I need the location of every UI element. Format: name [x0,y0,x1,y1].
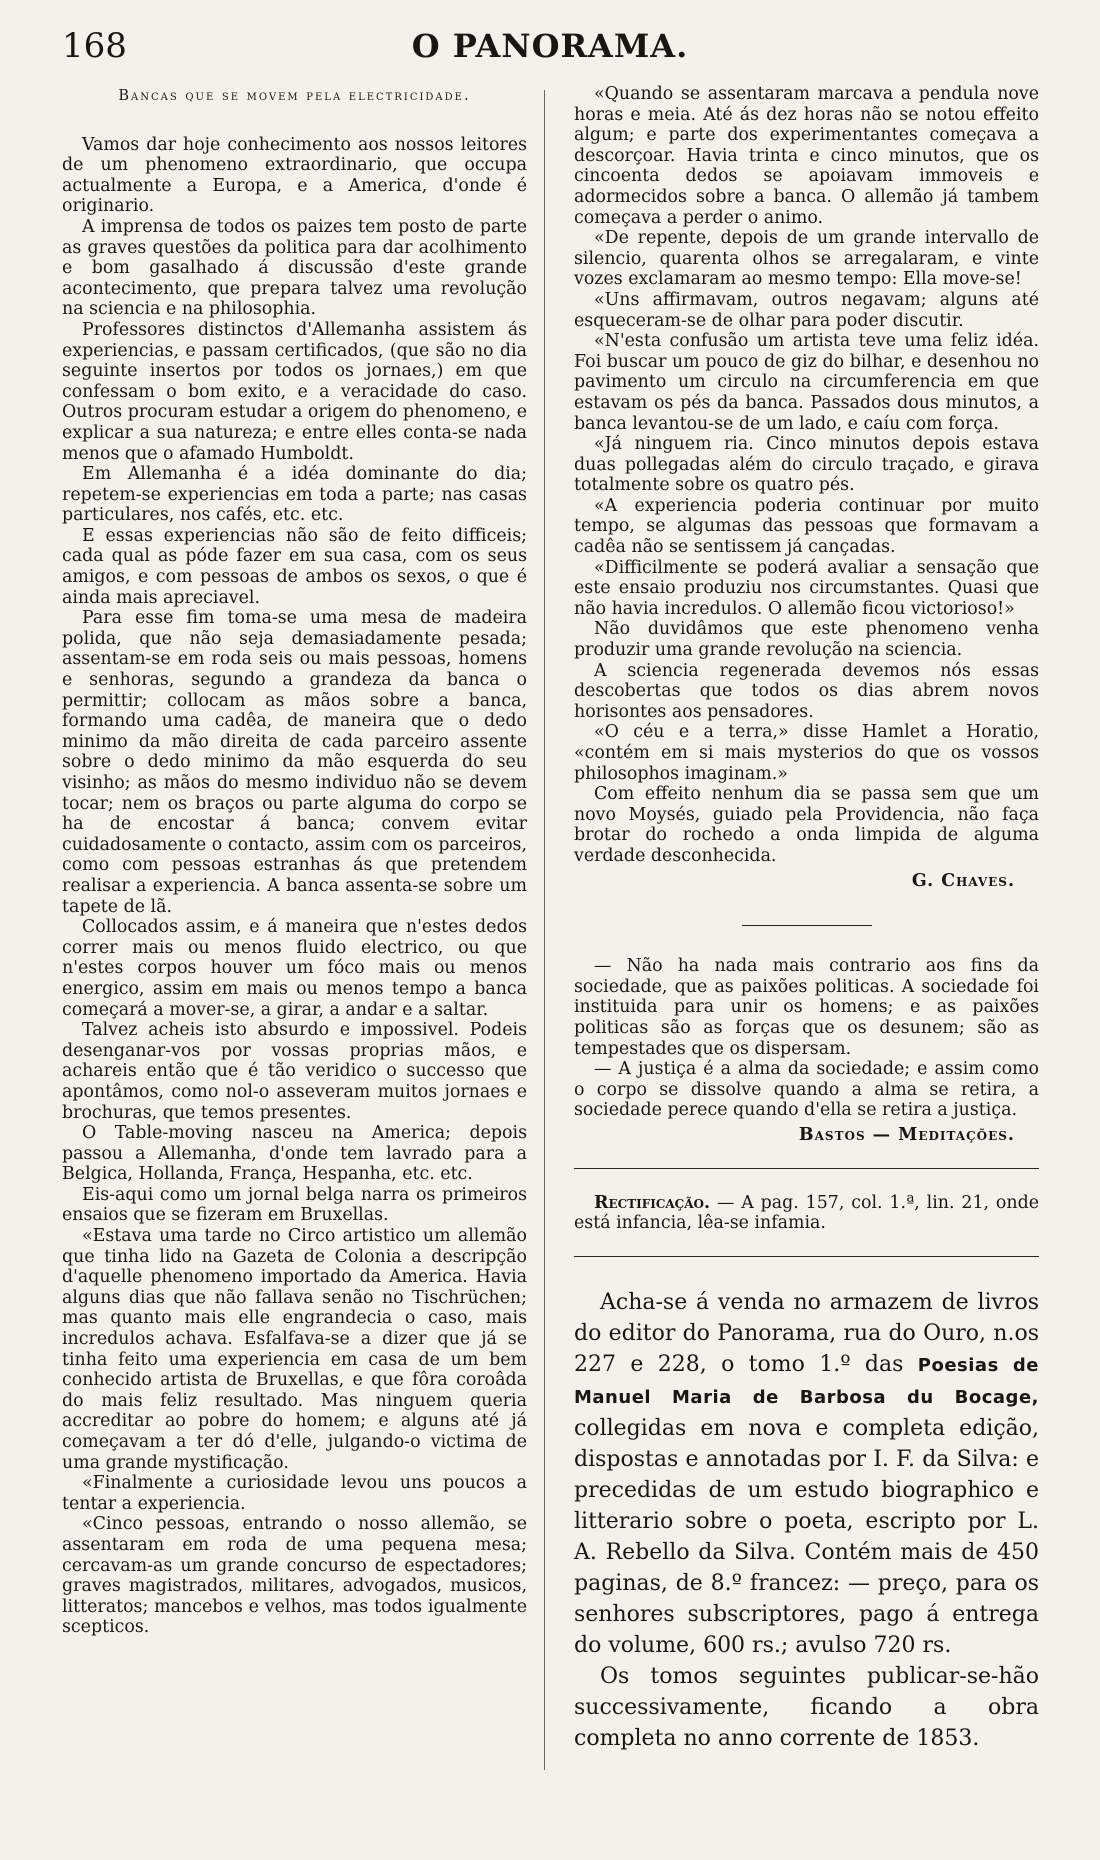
article-paragraph: Não duvidâmos que este phenomeno venha produzir uma grande revolução na sciencia. [574,619,1039,661]
advertisement-paragraph: Os tomos seguintes publicar-se-hão successivamente, ficando a obra completa no anno corrente de 1853. [574,1663,1039,1751]
advertisement-paragraph [574,1287,1039,1661]
article-paragraph: Professores distinctos d'Allemanha assistem ás experiencias, e passam certificados, (que são no dia seguinte insertos por todos os jornaes,) em que confessam o bom exito, e a veracidade do caso. Outros procuram estudar a origem do phenomeno, e explicar a sua natureza; e entre elles conta-se nada menos que o afamado Humboldt. [62,319,527,464]
article-paragraph: Para esse fim toma-se uma mesa de madeira polida, que não seja demasiadamente pesada; assentam-se em roda seis ou mais pessoas, homens e senhoras, segundo a grandeza da banca o permittir; collocam as mãos sobre a banca, formando uma cadêa, de maneira que o dedo minimo da mão direita de cada parceiro assente sobre o dedo minimo da mão esquerda do seu visinho; as mãos do mesmo individuo não se devem tocar; nem os braços ou parte alguma do corpo se ha de encostar á banca; convem evitar cuidadosamente o contacto, assim com os parceiros, como com pessoas estranhas ás que pretendem realisar a experiencia. A banca assenta-se sobre um tapete de lã. [62,608,527,917]
column-divider [544,90,545,1770]
book-advertisement [574,1287,1039,1754]
article-title: Bancas que se movem pela electricidade. [118,88,471,104]
section-rule [574,1256,1039,1257]
article-paragraph: A imprensa de todos os paizes tem posto de parte as graves questões da politica para dar acolhimento e bom gasalhado á discussão d'este grande acontecimento, que prepara talvez uma revolução na sciencia e na philosophia. [62,216,527,320]
article-paragraph: Collocados assim, e á maneira que n'estes dedos correr mais ou menos fluido electrico, ou que n'estes corpos houver um fóco mais ou menos energico, assim em mais ou menos tempo a banca começará a mover-se, a girar, a andar e a saltar. [62,917,527,1020]
article-paragraph: Em Allemanha é a idéa dominante do dia; repetem-se experiencias em toda a parte; nas casas particulares, nos cafés, etc. etc. [62,464,527,526]
erratum-label: Rectificação. [594,1192,711,1213]
article-paragraph: «Já ninguem ria. Cinco minutos depois estava duas pollegadas além do circulo traçado, e girava totalmente sobre os quatro pés. [574,434,1039,496]
article-paragraph: «Cinco pessoas, entrando o nosso allemão, se assentaram em roda de uma pequena mesa; cercavam-as um grande concurso de espectadores; graves magistrados, militares, advogados, musicos, litteratos; mancebos e velhos, mas todos igualmente scepticos. [62,1514,527,1638]
article-signature: G. Chaves. [911,870,1015,891]
article-paragraph: E essas experiencias não são de feito difficeis; cada qual as póde fazer em sua casa, com os seus amigos, e com pessoas de ambos os sexos, o que é ainda mais apreciavel. [62,525,527,608]
page-header [62,22,1038,70]
article-paragraph: «A experiencia poderia continuar por muito tempo, se algumas das pessoas que formavam a cadêa não se sentissem já cançadas. [574,495,1039,558]
article-paragraph: Vamos dar hoje conhecimento aos nossos leitores de um phenomeno extraordinario, que occupa actualmente a Europa, e a America, d'onde é originario. [62,134,527,217]
maxims-signature: Bastos — Meditações. [798,1124,1015,1145]
page-number: 168 [62,26,127,66]
article-paragraph: «O céu e a terra,» disse Hamlet a Horatio, «contém em si mais mysterios do que os vossos philosophos imaginam.» [574,722,1039,784]
article-paragraph: «De repente, depois de um grande intervallo de silencio, quarenta olhos se arregalaram, e vinte vozes exclamaram ao mesmo tempo: Ella move-se! [574,228,1039,290]
article-paragraph: Com effeito nenhum dia se passa sem que um novo Moysés, guiado pela Providencia, não faça brotar do rochedo a onda limpida de alguma verdade desconhecida. [574,784,1039,866]
section-rule [574,1168,1039,1169]
article-paragraph: «N'esta confusão um artista teve uma feliz idéa. Foi buscar um pouco de giz do bilhar, e desenhou no pavimento um circulo na circumferencia em que estavam os pés da banca. Passados dous minutos, a banca levantou-se de um lado, e caíu com força. [574,331,1039,434]
ad-book-title: Poesias de Manuel Maria de Barbosa du Bocage, [574,1354,1039,1408]
article-paragraph: A sciencia regenerada devemos nós essas descobertas que todos os dias abrem novos horisontes aos pensadores. [574,660,1039,722]
journal-title: O PANORAMA. [411,27,689,65]
left-column [62,84,527,1638]
article-paragraph: Eis-aqui como um jornal belga narra os primeiros ensaios que se fizeram em Bruxellas. [62,1184,527,1226]
article-paragraph: «Uns affirmavam, outros negavam; alguns até esqueceram-se de olhar para poder discutir. [574,289,1039,331]
maxim-paragraph: — Não ha nada mais contrario aos fins da sociedade, que as paixões politicas. A sociedade foi instituida para unir os homens; e as paixões politicas são as forças que os desunem; são as tempestades que os dispersam. [574,956,1039,1059]
article-paragraph: «Estava uma tarde no Circo artistico um allemão que tinha lido na Gazeta de Colonia a descripção d'aquelle phenomeno importado da America. Havia alguns dias que não fallava senão no Tischrüchen; mas quanto mais elle engrandecia o caso, mais incredulos achava. Esfalfava-se a dizer que já se tinha feito uma experiencia em casa de um bem conhecido artista de Bruxellas, e que fôra coroâda do mais feliz resultado. Mas ninguem queria accreditar ao pobre do homem; e alguns até já começavam a ter dó d'elle, julgando-o victima de uma grande mystificação. [62,1226,527,1473]
article-paragraph: «Quando se assentaram marcava a pendula nove horas e meia. Até ás dez horas não se notou effeito algum; e parte dos experimentantes começava a descorçoar. Havia trinta e cinco minutos, que os cincoenta dedos se apoiavam immoveis e adormecidos sobre a banca. O allemão já tambem começava a perder o animo. [574,84,1039,228]
article-paragraph: «Finalmente a curiosidade levou uns poucos a tentar a experiencia. [62,1473,527,1514]
right-column [574,84,1039,1754]
erratum-note [574,1193,1039,1234]
section-separator [742,925,872,926]
ad-text-after: collegidas em nova e completa edição, dispostas e annotadas por I. F. da Silva: e precedidas de um estudo biographico e litterario sobre o poeta, escripto por L. A. Rebello da Silva. Contém mais de 450 paginas, de 8.º francez: — preço, para os senhores subscriptores, pago á entrega do volume, 600 rs.; avulso 720 rs. [574,1415,1039,1658]
article-paragraph: O Table-moving nasceu na America; depois passou a Allemanha, d'onde tem lavrado para a Belgica, Hollanda, França, Hespanha, etc. etc. [62,1123,527,1185]
erratum-text: — A pag. 157, col. 1.ª, lin. 21, onde está infancia, lêa-se infamia. [574,1192,1040,1234]
article-paragraph: Talvez acheis isto absurdo e impossivel. Podeis desenganar-vos por vossas proprias mãos, e achareis então que é tão veridico o successo que apontâmos, como nol-o asseveram muitos jornaes e brochuras, que temos presentes. [62,1020,527,1123]
maxim-paragraph: — A justiça é a alma da sociedade; e assim como o corpo se dissolve quando a alma se retira, a sociedade perece quando d'ella se retira a justiça. [574,1059,1039,1121]
ad-text-before: Acha-se á venda no armazem de livros do editor do Panorama, rua do Ouro, n.os 227 e 228, o tomo 1.º das [574,1289,1039,1377]
article-paragraph: «Difficilmente se poderá avaliar a sensação que este ensaio produziu nos circumstantes. Quasi que não havia incredulos. O allemão ficou victorioso!» [574,557,1039,619]
